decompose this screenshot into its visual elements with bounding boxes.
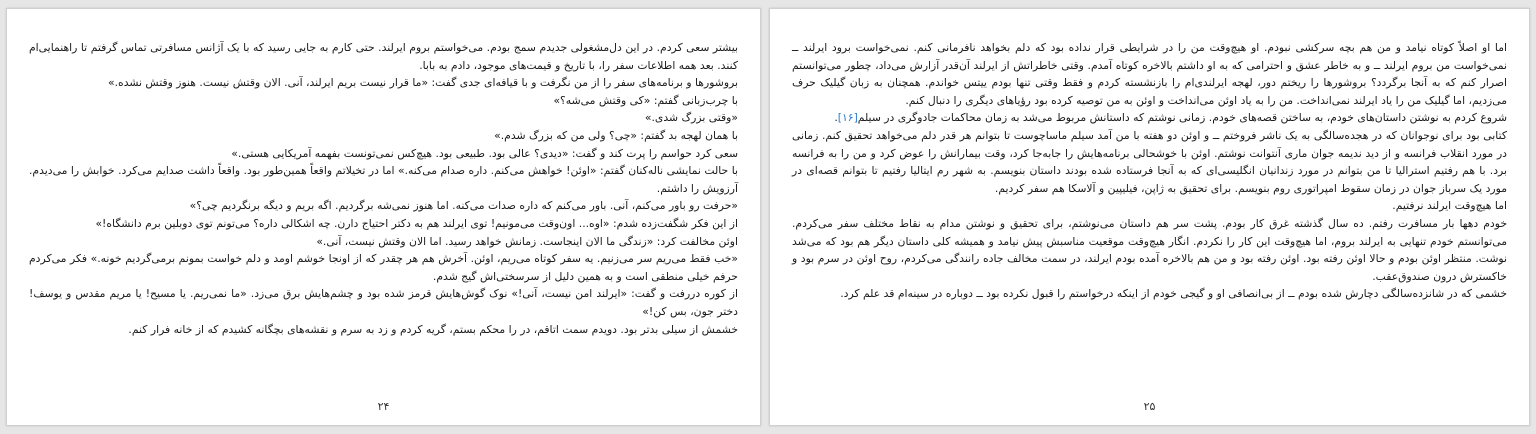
left-page-text <box>29 39 738 338</box>
paragraph: «خب فقط می‌ریم سر می‌زنیم. یه سفر کوتاه می‌ریم، اوئن. آخرش هم هر چقدر که از اونجا خوشم اومد و دلم خواست بمونم برمی‌گردیم خونه.» فکر می‌کردم حرفم خیلی منطقی است و به همین دلیل از سرسختی‌اش گیج شدم. <box>29 252 738 283</box>
paragraph: از کوره دررفت و گفت: «ایرلند امن نیست، آنی!» نوک گوش‌هایش قرمز شده بود و چشم‌هایش برق می‌زد. «ما نمی‌ریم. یا مسیح! یا مریم مقدس و یوسف! دختر جون، بس کن!» <box>29 287 738 318</box>
paragraph-text: شروع کردم به نوشتن داستان‌های خودم، به ساختن قصه‌های خودم. زمانی نوشتم که داستانش مربوط می‌شد به زمان محاکمات جادوگری در سیلم <box>857 111 1507 125</box>
paragraph: بروشورها و برنامه‌های سفر را از من نگرفت و با قیافه‌ای جدی گفت: «ما قرار نیست بریم ایرلند، آنی. الان وقتش نیست. هنوز وقتش نشده.» <box>108 76 738 90</box>
paragraph: سعی کرد حواسم را پرت کند و گفت: «دیدی؟ عالی بود. طبیعی بود. هیچ‌کس نمی‌تونست بفهمه آمریکایی هستی.» <box>231 146 738 160</box>
page-number: ۲۵ <box>1143 400 1156 413</box>
paragraph: بیشتر سعی کردم. در این دل‌مشغولی جدیدم سمج بودم. می‌خواستم بروم ایرلند. حتی کارم به جایی رسید که با یک آژانس مسافرتی تماس گرفتم تا راهنمایی‌ام کنند. بعد همه اطلاعات سفر را، با تاریخ و قیمت‌های موجود، دادم به بابا. <box>29 41 738 72</box>
paragraph: اما هیچ‌وقت ایرلند نرفتیم. <box>1392 199 1507 213</box>
paragraph: با چرب‌زبانی گفتم: «کی وقتش می‌شه؟» <box>553 93 738 107</box>
right-page <box>769 8 1530 426</box>
page-number: ۲۴ <box>377 400 390 413</box>
paragraph: با حالت نمایشی ناله‌کنان گفتم: «اوئن! خواهش می‌کنم. داره صدام می‌کنه.» اما در تخیلاتم واقعاً همین‌طور بود. واقعاً داشت صدایم می‌کرد. خوابش را می‌دیدم. آرزویش را داشتم. <box>29 164 738 195</box>
footnote-link[interactable]: [۱۶] <box>837 111 858 125</box>
paragraph: اوئن مخالفت کرد: «زندگی ما الان اینجاست. زمانش خواهد رسید. اما الان وقتش نیست، آنی.» <box>316 234 738 248</box>
paragraph: اما او اصلاً کوتاه نیامد و من هم بچه سرکشی نبودم. او هیچ‌وقت من را در شرایطی قرار نداده بود که دلم بخواهد نافرمانی کنم. نمی‌خواست برود ایرلند ــ نمی‌خواست من بروم ایرلند ــ و به خاطر عشق و احترامی که به او داشتم بالاخره کوتاه آمدم. وقتی خاطراتش از ایرلند آن‌قدر آزارش می‌داد، چطور می‌توانستم اصرار کنم که به آنجا برگردد؟ بروشورها را ریختم دور، لهجه ایرلندی‌ام را بازنشسته کردم و فقط وقتی تنها بودم ییتس خواندم. همچنان به زبان گیلیک حرف می‌زدیم، اما گیلیک من را یاد ایرلند نمی‌انداخت. من را به یاد اوئن می‌انداخت و اوئن به من توصیه کرده بود رؤیاهای دیگری را دنبال کنم. <box>792 41 1507 107</box>
paragraph-with-footnote <box>792 109 1507 127</box>
left-page <box>6 8 761 426</box>
paragraph: کتابی بود برای نوجوانان که در هجده‌سالگی به یک ناشر فروختم ــ و اوئن دو هفته با من آمد سیلم ماساچوست تا بتوانم هر قدر دلم می‌خواهد تحقیق کنم. زمانی در مورد انقلاب فرانسه و از دید ندیمه جوان ماری آنتوانت نوشتم. اوئن با خوشحالی برنامه‌هایش را جابه‌جا کرد، وقت بیمارانش را عوض کرد و من را به فرانسه برد. با هم رفتیم استرالیا تا من بتوانم در مورد زندانیان انگلیسی‌ای که به آنجا فرستاده شده بودند داستان بنویسم. به شهر رم ایتالیا رفتیم تا بتوانم قصه‌ای در مورد یک سرباز جوان در زمان سقوط امپراتوری روم بنویسم. برای تحقیق به ژاپن، فیلیپین و آلاسکا هم سفر کردیم. <box>792 128 1507 195</box>
paragraph: «وقتی بزرگ شدی.» <box>644 111 738 125</box>
right-page-text <box>792 39 1507 303</box>
paragraph-punctuation: . <box>834 111 838 125</box>
paragraph: خشمی که در شانزده‌سالگی دچارش شده بودم ــ از بی‌انصافی او و گیجی خودم از اینکه درخواستم را قبول نکرده بود ــ دوباره در سینه‌ام قد علم کرد. <box>840 287 1507 301</box>
paragraph: با همان لهجه بد گفتم: «چی؟ ولی من که بزرگ شدم.» <box>494 128 738 142</box>
paragraph: از این فکر شگفت‌زده شدم: «اوه... اون‌وقت می‌مونیم! توی ایرلند هم به دکتر احتیاج دارن. چه اشکالی داره؟ می‌تونم توی دوبلین برم دانشگاه!» <box>95 216 738 230</box>
paragraph: «حرفت رو باور می‌کنم، آنی. باور می‌کنم که داره صدات می‌کنه. اما هنوز نمی‌شه برگردیم. اگه بریم و دیگه برنگردیم چی؟» <box>189 199 738 213</box>
paragraph: خودم دهها بار مسافرت رفتم. ده سال گذشته غرق کار بودم. پشت سر هم داستان می‌نوشتم، برای تحقیق و نوشتن مدام به نقاط مختلف سفر می‌کردم. می‌توانستم خودم تنهایی به ایرلند بروم، اما هیچ‌وقت این کار را نکردم. انگار هیچ‌وقت موقعیت مناسبش پیش نیامد و همیشه کلی داستان دیگر هم بود که می‌شد نوشت. منتظر اوئن بودم و حالا اوئن رفته بود. اوئن رفته بود و من هم بالاخره آمده بودم ایرلند، در سمت مخالف جاده رانندگی می‌کردم، روح اوئن در سرم بود و خاکسترش درون صندوق‌عقب. <box>792 216 1507 283</box>
paragraph: خشمش از سیلی بدتر بود. دویدم سمت اتاقم، در را محکم بستم، گریه کردم و زد به سرم و نقشه‌های بچگانه کشیدم که از خانه فرار کنم. <box>128 322 738 336</box>
